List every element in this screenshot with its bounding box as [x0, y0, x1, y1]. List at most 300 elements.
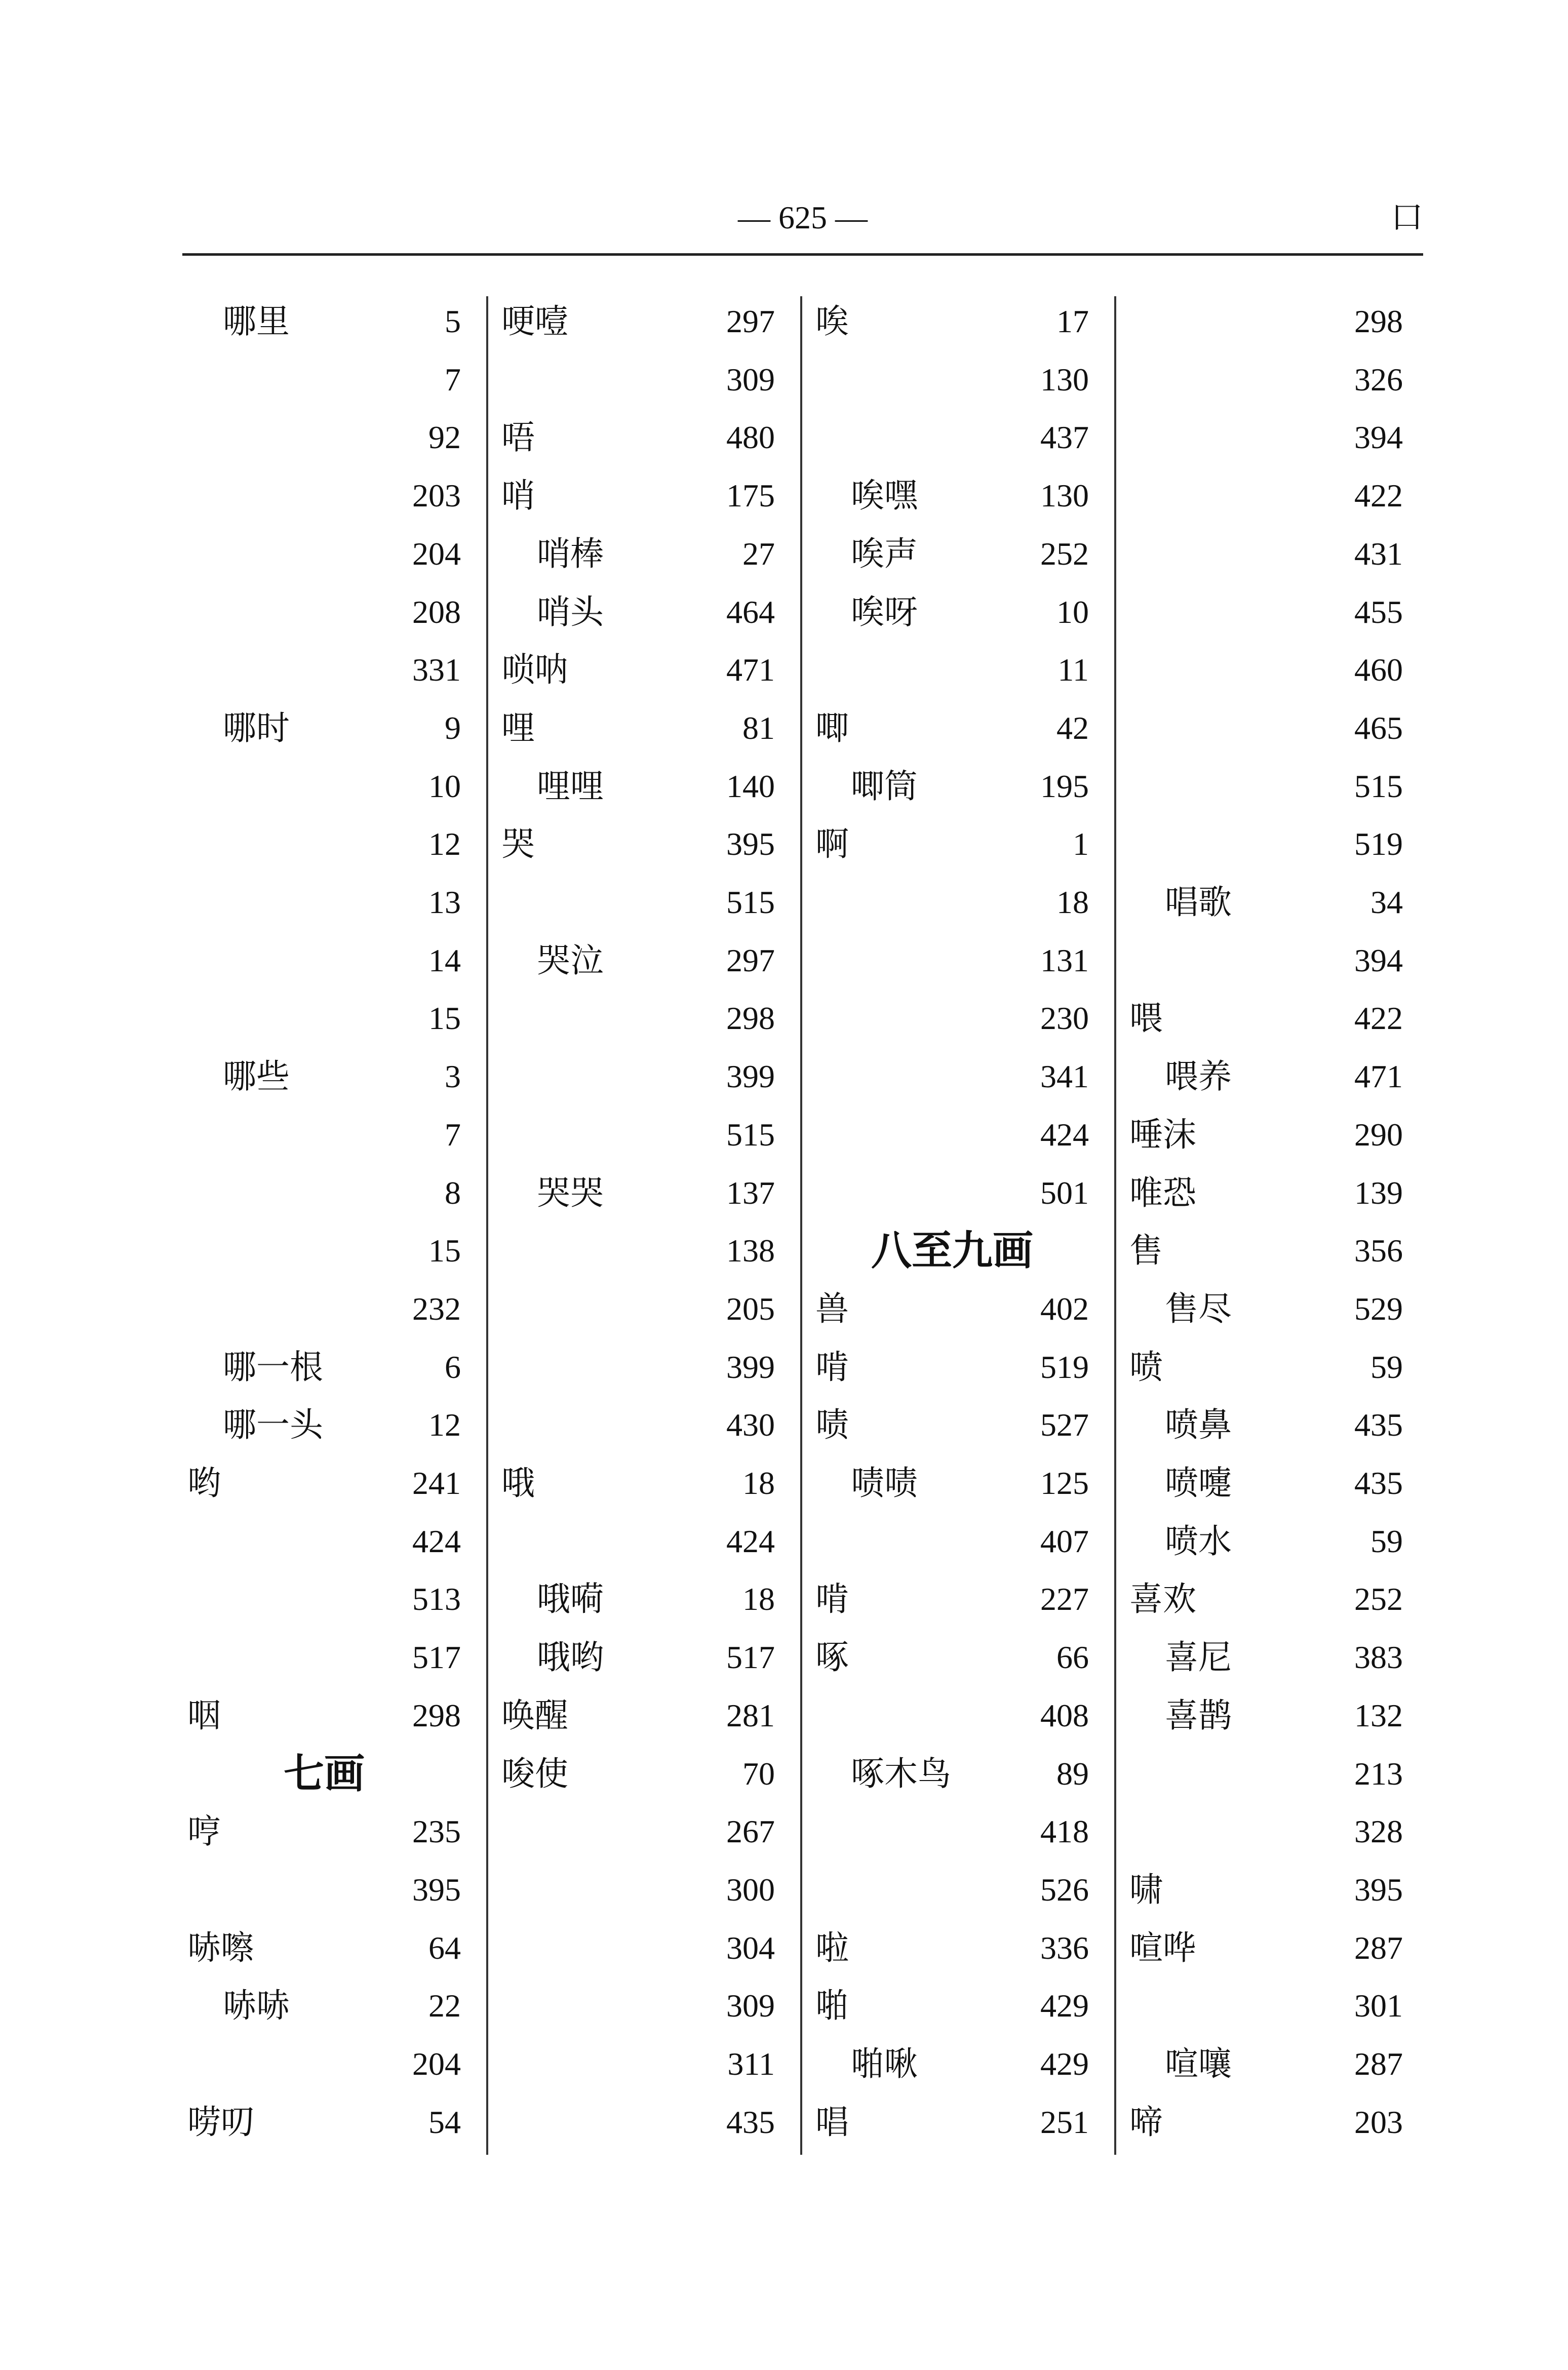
page-reference: 408: [1040, 1697, 1089, 1733]
page-reference: 336: [1040, 1929, 1089, 1966]
index-entry: [496, 465, 780, 524]
index-entry: [810, 1569, 1094, 1627]
page-reference: 15: [428, 1233, 461, 1269]
page-reference: 89: [1056, 1755, 1089, 1792]
index-term: 啪啾: [851, 2044, 918, 2083]
index-term: 唯恐: [1129, 1173, 1196, 1212]
index-entry: [1124, 1279, 1408, 1337]
index-entry: [1124, 524, 1408, 582]
index-entry: [810, 1627, 1094, 1685]
index-term: 哪时: [223, 708, 290, 747]
index-term: 哨棒: [537, 534, 604, 573]
page-reference: 515: [726, 884, 775, 920]
index-entry: [1124, 1627, 1408, 1685]
page-reference: 455: [1354, 594, 1403, 630]
section-radical: 口: [1391, 199, 1423, 236]
index-term: 唉嘿: [851, 476, 918, 516]
index-entry: [496, 291, 780, 349]
stroke-count-heading: 七画: [284, 1750, 365, 1797]
page-reference: 132: [1354, 1697, 1403, 1733]
index-entry: [496, 1104, 780, 1163]
index-entry: [810, 582, 1094, 640]
page-reference: 12: [428, 826, 461, 862]
page-reference: 42: [1056, 709, 1089, 746]
index-entry: [496, 1163, 780, 1221]
index-term: 喜尼: [1165, 1638, 1232, 1677]
page-reference: 125: [1040, 1465, 1089, 1501]
index-term: 哦: [501, 1464, 535, 1503]
index-entry: [1124, 1918, 1408, 1976]
page-reference: 10: [428, 768, 461, 804]
page-reference: 529: [1354, 1290, 1403, 1327]
page-reference: 298: [726, 1000, 775, 1037]
page-reference: 298: [412, 1697, 461, 1733]
index-entry: [810, 1685, 1094, 1744]
page-reference: 471: [726, 652, 775, 688]
index-entry: [182, 1801, 466, 1860]
column-divider: [800, 296, 802, 2155]
index-term: 哨: [501, 476, 535, 516]
page-reference: 140: [726, 768, 775, 804]
index-entry: [496, 930, 780, 989]
index-term: 售: [1129, 1231, 1163, 1271]
index-entry: [182, 640, 466, 698]
index-entry: [810, 465, 1094, 524]
page-reference: 34: [1370, 884, 1403, 920]
page-reference: 92: [428, 419, 461, 456]
page-reference: 430: [726, 1407, 775, 1443]
index-term: 唆使: [501, 1754, 568, 1793]
page-reference: 341: [1040, 1058, 1089, 1095]
page-reference: 394: [1354, 942, 1403, 978]
page-reference: 138: [726, 1233, 775, 1269]
index-entry: [182, 1918, 466, 1976]
page-reference: 227: [1040, 1581, 1089, 1617]
page-reference: 526: [1040, 1871, 1089, 1908]
index-entry: [810, 1744, 1094, 1802]
index-term: 喜欢: [1129, 1579, 1196, 1619]
index-entry: [182, 814, 466, 872]
index-entry: [810, 988, 1094, 1046]
page-number: — 625 —: [738, 200, 868, 235]
page-reference: 7: [445, 1116, 461, 1153]
page-reference: 297: [726, 303, 775, 339]
index-term: 咽: [187, 1695, 221, 1735]
page-reference: 471: [1354, 1058, 1403, 1095]
index-term: 唤醒: [501, 1695, 568, 1735]
page-reference: 501: [1040, 1174, 1089, 1211]
index-entry: [496, 1395, 780, 1453]
index-entry: [496, 1976, 780, 2034]
page-reference: 326: [1354, 361, 1403, 398]
index-term: 哧嚓: [187, 1928, 254, 1967]
page-reference: 27: [742, 535, 775, 572]
index-entry: [810, 1104, 1094, 1163]
index-entry: [810, 1163, 1094, 1221]
index-term: 喷鼻: [1165, 1405, 1232, 1445]
page-reference: 309: [726, 1988, 775, 2024]
index-entry: [182, 1163, 466, 1221]
index-entry: [496, 1801, 780, 1860]
index-entry: [1124, 814, 1408, 872]
page-reference: 304: [726, 1929, 775, 1966]
page-reference: 7: [445, 361, 461, 398]
index-entry: [810, 872, 1094, 930]
page-reference: 230: [1040, 1000, 1089, 1037]
index-entry: [182, 465, 466, 524]
index-entry: [496, 2092, 780, 2150]
page-reference: 203: [1354, 2104, 1403, 2140]
index-entry: [182, 1046, 466, 1104]
page-reference: 252: [1040, 535, 1089, 572]
index-entry: [496, 1860, 780, 1918]
page-reference: 14: [428, 942, 461, 978]
index-entry: [810, 349, 1094, 408]
page-reference: 204: [412, 2046, 461, 2082]
index-entry: [182, 291, 466, 349]
page-reference: 203: [412, 478, 461, 514]
index-entry: [810, 407, 1094, 465]
index-entry: [1124, 1453, 1408, 1511]
page-reference: 311: [727, 2046, 775, 2082]
page-reference: 418: [1040, 1813, 1089, 1850]
page-reference: 431: [1354, 535, 1403, 572]
index-term: 喷: [1129, 1347, 1163, 1387]
index-entry: [496, 1511, 780, 1569]
index-entry: [496, 1046, 780, 1104]
index-columns: [182, 0, 1423, 2370]
page-reference: 54: [428, 2104, 461, 2140]
column-divider: [486, 296, 488, 2155]
page-reference: 213: [1354, 1755, 1403, 1792]
index-term: 啄: [815, 1638, 849, 1677]
index-term: 哩哩: [537, 766, 604, 806]
page-reference: 195: [1040, 768, 1089, 804]
index-term: 哨头: [537, 592, 604, 631]
page-reference: 437: [1040, 419, 1089, 456]
index-entry: [1124, 1860, 1408, 1918]
page-reference: 290: [1354, 1116, 1403, 1153]
page-reference: 394: [1354, 419, 1403, 456]
index-entry: [182, 1104, 466, 1163]
page-reference: 513: [412, 1581, 461, 1617]
page-reference: 422: [1354, 478, 1403, 514]
page-reference: 464: [726, 594, 775, 630]
page-reference: 10: [1056, 594, 1089, 630]
index-term: 啄木鸟: [851, 1754, 951, 1793]
page-reference: 17: [1056, 303, 1089, 339]
page-reference: 402: [1040, 1290, 1089, 1327]
index-entry: [1124, 1163, 1408, 1221]
index-entry: [496, 582, 780, 640]
page-reference: 235: [412, 1813, 461, 1850]
page-reference: 130: [1040, 361, 1089, 398]
index-entry: [1124, 1337, 1408, 1395]
index-entry: [182, 407, 466, 465]
index-entry: [1124, 756, 1408, 814]
index-term: 哪一头: [223, 1405, 323, 1445]
index-term: 哭泣: [537, 940, 604, 980]
page-reference: 81: [742, 709, 775, 746]
index-entry: [496, 1627, 780, 1685]
index-entry: [810, 1046, 1094, 1104]
index-entry: [1124, 465, 1408, 524]
page-reference: 281: [726, 1697, 775, 1733]
index-entry: [1124, 291, 1408, 349]
page-reference: 407: [1040, 1523, 1089, 1559]
page-reference: 517: [412, 1639, 461, 1676]
page-reference: 13: [428, 884, 461, 920]
index-term: 喂养: [1165, 1057, 1232, 1096]
index-entry: [810, 524, 1094, 582]
page-reference: 515: [726, 1116, 775, 1153]
page-reference: 131: [1040, 942, 1089, 978]
index-entry: [1124, 988, 1408, 1046]
index-entry: [810, 1801, 1094, 1860]
page-reference: 399: [726, 1349, 775, 1385]
index-term: 啦: [815, 1928, 849, 1967]
page-reference: 130: [1040, 478, 1089, 514]
page-reference: 301: [1354, 1988, 1403, 2024]
page-reference: 395: [412, 1871, 461, 1908]
index-entry: [810, 1453, 1094, 1511]
page-reference: 435: [1354, 1407, 1403, 1443]
index-entry: [496, 640, 780, 698]
page-reference: 8: [445, 1174, 461, 1211]
index-entry: [1124, 1511, 1408, 1569]
page-reference: 241: [412, 1465, 461, 1501]
index-entry: [182, 1976, 466, 2034]
index-term: 喂: [1129, 999, 1163, 1038]
index-term: 哼: [187, 1812, 221, 1851]
page-reference: 429: [1040, 2046, 1089, 2082]
index-entry: [182, 2092, 466, 2150]
page-reference: 5: [445, 303, 461, 339]
index-term: 哩: [501, 708, 535, 747]
index-entry: [810, 756, 1094, 814]
index-term: 喧哗: [1129, 1928, 1196, 1967]
stroke-count-heading-row: [182, 1744, 466, 1802]
index-term: 唧: [815, 708, 849, 747]
page-reference: 383: [1354, 1639, 1403, 1676]
index-entry: [496, 1918, 780, 1976]
page-reference: 175: [726, 478, 775, 514]
page-reference: 70: [742, 1755, 775, 1792]
index-entry: [496, 1685, 780, 1744]
index-entry: [1124, 1976, 1408, 2034]
index-term: 喷水: [1165, 1521, 1232, 1561]
page-reference: 519: [1354, 826, 1403, 862]
page-reference: 331: [412, 652, 461, 688]
index-entry: [182, 524, 466, 582]
index-entry: [182, 698, 466, 756]
index-entry: [182, 1337, 466, 1395]
index-term: 售尽: [1165, 1289, 1232, 1328]
page-reference: 15: [428, 1000, 461, 1037]
page-reference: 59: [1370, 1349, 1403, 1385]
index-term: 哟: [187, 1464, 221, 1503]
page-reference: 300: [726, 1871, 775, 1908]
page-reference: 435: [1354, 1465, 1403, 1501]
index-term: 唢呐: [501, 650, 568, 690]
index-term: 哦嗬: [537, 1579, 604, 1619]
index-column: [496, 0, 780, 2370]
index-entry: [1124, 698, 1408, 756]
index-entry: [810, 1395, 1094, 1453]
index-term: 唱: [815, 2102, 849, 2142]
index-term: 哽噎: [501, 302, 568, 341]
page-reference: 1: [1073, 826, 1089, 862]
index-entry: [1124, 2092, 1408, 2150]
index-entry: [1124, 1220, 1408, 1279]
page-reference: 422: [1354, 1000, 1403, 1037]
page-reference: 287: [1354, 2046, 1403, 2082]
page-reference: 59: [1370, 1523, 1403, 1559]
index-term: 唉: [815, 302, 849, 341]
index-column: [182, 0, 466, 2370]
page-reference: 424: [412, 1523, 461, 1559]
index-term: 哪些: [223, 1057, 290, 1096]
page-reference: 424: [1040, 1116, 1089, 1153]
index-entry: [1124, 1801, 1408, 1860]
page-reference: 64: [428, 1929, 461, 1966]
index-entry: [182, 1453, 466, 1511]
index-entry: [496, 524, 780, 582]
index-term: 哦哟: [537, 1638, 604, 1677]
index-entry: [1124, 1046, 1408, 1104]
index-entry: [810, 930, 1094, 989]
index-term: 哧哧: [223, 1986, 290, 2026]
index-entry: [1124, 1395, 1408, 1453]
index-term: 啧: [815, 1405, 849, 1445]
page-reference: 519: [1040, 1349, 1089, 1385]
page-reference: 527: [1040, 1407, 1089, 1443]
index-entry: [1124, 1569, 1408, 1627]
page-reference: 139: [1354, 1174, 1403, 1211]
index-entry: [1124, 2034, 1408, 2092]
page-reference: 435: [726, 2104, 775, 2140]
page-reference: 515: [1354, 768, 1403, 804]
index-term: 唉声: [851, 534, 918, 573]
page-reference: 3: [445, 1058, 461, 1095]
page-reference: 11: [1057, 652, 1089, 688]
page-reference: 6: [445, 1349, 461, 1385]
page-reference: 232: [412, 1290, 461, 1327]
index-term: 哪里: [223, 302, 290, 341]
page-reference: 208: [412, 594, 461, 630]
index-entry: [182, 1860, 466, 1918]
index-entry: [496, 698, 780, 756]
column-divider: [1114, 296, 1116, 2155]
index-term: 啊: [815, 824, 849, 864]
index-entry: [1124, 1104, 1408, 1163]
index-entry: [1124, 1685, 1408, 1744]
index-entry: [1124, 1744, 1408, 1802]
page-reference: 297: [726, 942, 775, 978]
page-reference: 424: [726, 1523, 775, 1559]
index-entry: [496, 407, 780, 465]
index-entry: [496, 988, 780, 1046]
index-term: 唠叨: [187, 2102, 254, 2142]
index-entry: [810, 698, 1094, 756]
index-entry: [496, 1220, 780, 1279]
index-entry: [810, 640, 1094, 698]
page-reference: 287: [1354, 1929, 1403, 1966]
index-term: 哪一根: [223, 1347, 323, 1387]
index-entry: [496, 1569, 780, 1627]
index-term: 啃: [815, 1579, 849, 1619]
stroke-count-heading-row: [810, 1220, 1094, 1279]
index-entry: [810, 2034, 1094, 2092]
index-entry: [810, 1918, 1094, 1976]
index-entry: [182, 930, 466, 989]
page-reference: 460: [1354, 652, 1403, 688]
index-entry: [1124, 407, 1408, 465]
index-term: 喷嚏: [1165, 1464, 1232, 1503]
index-entry: [810, 2092, 1094, 2150]
index-entry: [1124, 640, 1408, 698]
index-entry: [496, 872, 780, 930]
page-reference: 66: [1056, 1639, 1089, 1676]
index-term: 喜鹊: [1165, 1695, 1232, 1735]
index-term: 啸: [1129, 1870, 1163, 1909]
index-entry: [810, 1511, 1094, 1569]
index-entry: [182, 756, 466, 814]
index-entry: [182, 1569, 466, 1627]
index-entry: [182, 1627, 466, 1685]
index-entry: [182, 1395, 466, 1453]
page-reference: 205: [726, 1290, 775, 1327]
index-entry: [182, 1279, 466, 1337]
page-reference: 18: [1056, 884, 1089, 920]
index-entry: [182, 1685, 466, 1744]
index-entry: [496, 814, 780, 872]
index-term: 啪: [815, 1986, 849, 2026]
stroke-count-heading: 八至九画: [871, 1227, 1033, 1275]
index-term: 唔: [501, 418, 535, 457]
index-entry: [810, 1279, 1094, 1337]
index-entry: [182, 582, 466, 640]
index-term: 唉呀: [851, 592, 918, 631]
page-reference: 18: [742, 1581, 775, 1617]
index-term: 啼: [1129, 2102, 1163, 2142]
index-term: 啧啧: [851, 1464, 918, 1503]
page-reference: 309: [726, 361, 775, 398]
index-term: 啃: [815, 1347, 849, 1387]
page-reference: 137: [726, 1174, 775, 1211]
page-reference: 429: [1040, 1988, 1089, 2024]
page-reference: 251: [1040, 2104, 1089, 2140]
page-reference: 12: [428, 1407, 461, 1443]
index-term: 唱歌: [1165, 883, 1232, 922]
index-entry: [496, 2034, 780, 2092]
page-reference: 480: [726, 419, 775, 456]
index-entry: [496, 756, 780, 814]
index-entry: [810, 1976, 1094, 2034]
page-reference: 9: [445, 709, 461, 746]
index-column: [1124, 0, 1408, 2370]
index-entry: [810, 1860, 1094, 1918]
page-reference: 204: [412, 535, 461, 572]
index-entry: [1124, 872, 1408, 930]
index-entry: [496, 1279, 780, 1337]
index-entry: [182, 872, 466, 930]
page-reference: 267: [726, 1813, 775, 1850]
index-term: 哭哭: [537, 1173, 604, 1212]
index-term: 哭: [501, 824, 535, 864]
page-reference: 395: [1354, 1871, 1403, 1908]
page-reference: 399: [726, 1058, 775, 1095]
